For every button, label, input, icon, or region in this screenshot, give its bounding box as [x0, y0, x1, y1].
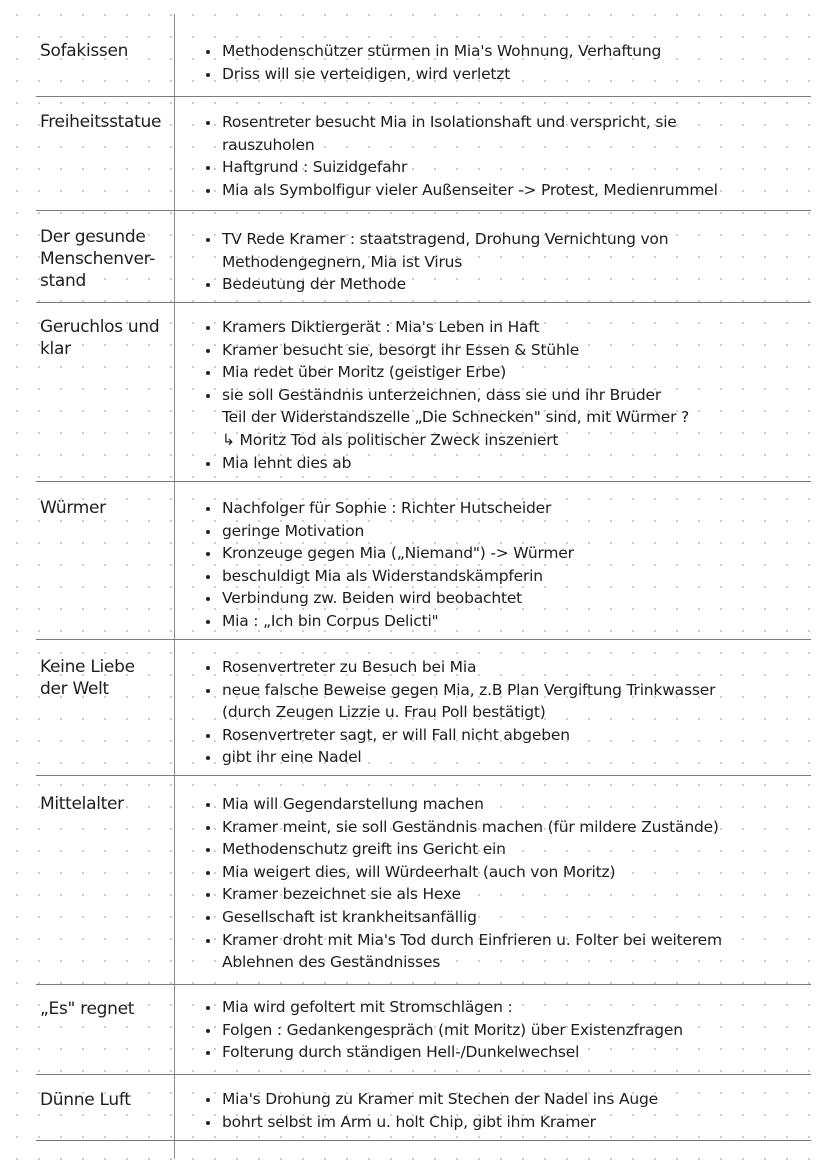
- section-title: Würmer: [40, 498, 106, 518]
- note-line: Mia wird gefoltert mit Stromschlägen :: [198, 996, 820, 1019]
- note-line: neue falsche Beweise gegen Mia, z.B Plan Vergiftung Trinkwasser: [198, 679, 820, 702]
- note-line: ↳ Moritz Tod als politischer Zweck inszeniert: [222, 430, 559, 449]
- note-line: Folgen : Gedankengespräch (mit Moritz) über Existenzfragen: [198, 1019, 820, 1042]
- section-divider: [36, 984, 811, 985]
- note-line: geringe Motivation: [198, 520, 820, 543]
- note-line: Rosenvertreter zu Besuch bei Mia: [198, 656, 820, 679]
- section-divider: [36, 210, 811, 211]
- note-line: rauszuholen: [222, 135, 315, 154]
- note-line: TV Rede Kramer : staatstragend, Drohung Vernichtung von: [198, 228, 820, 251]
- note-line: (durch Zeugen Lizzie u. Frau Poll bestätigt): [222, 703, 546, 722]
- section-notes: [198, 656, 820, 769]
- column-divider: [174, 14, 175, 1159]
- note-line: Mia weigert dies, will Würdeerhalt (auch von Moritz): [198, 861, 820, 884]
- note-line: Bedeutung der Methode: [198, 273, 820, 296]
- section-title: Geruchlos und klar: [40, 317, 160, 359]
- section-divider: [36, 775, 811, 776]
- note-line: Mia will Gegendarstellung machen: [198, 793, 820, 816]
- section-notes: [198, 497, 820, 633]
- section-divider: [36, 96, 811, 97]
- note-line: Rosentreter besucht Mia in Isolationshaft und verspricht, sie: [198, 111, 820, 134]
- note-line: Kramers Diktiergerät : Mia's Leben in Haft: [198, 316, 820, 339]
- section-title: Sofakissen: [40, 41, 129, 61]
- note-line: Verbindung zw. Beiden wird beobachtet: [198, 587, 820, 610]
- note-line: Mia lehnt dies ab: [198, 452, 820, 475]
- section-title: Dünne Luft: [40, 1090, 131, 1110]
- note-line: Gesellschaft ist krankheitsanfällig: [198, 906, 820, 929]
- note-line: Ablehnen des Geständnisses: [222, 953, 441, 972]
- note-line: Kramer bezeichnet sie als Hexe: [198, 883, 820, 906]
- note-line: Folterung durch ständigen Hell-/Dunkelwechsel: [198, 1041, 820, 1064]
- section-divider: [36, 481, 811, 482]
- note-line: bohrt selbst im Arm u. holt Chip, gibt ihm Kramer: [198, 1111, 820, 1134]
- note-line: gibt ihr eine Nadel: [198, 746, 820, 769]
- note-line: Methodenschützer stürmen in Mia's Wohnung, Verhaftung: [198, 40, 820, 63]
- section-title: „Es" regnet: [40, 999, 135, 1019]
- note-line: Kramer droht mit Mia's Tod durch Einfrieren u. Folter bei weiterem: [198, 929, 820, 952]
- section-notes: [198, 996, 820, 1064]
- section-title: Keine Liebe der Welt: [40, 657, 135, 699]
- section-divider: [36, 302, 811, 303]
- note-line: Kramer meint, sie soll Geständnis machen (für mildere Zustände): [198, 816, 820, 839]
- note-line: Kronzeuge gegen Mia („Niemand") -> Würmer: [198, 542, 820, 565]
- note-line: Nachfolger für Sophie : Richter Hutscheider: [198, 497, 820, 520]
- section-notes: [198, 793, 820, 974]
- note-line: beschuldigt Mia als Widerstandskämpferin: [198, 565, 820, 588]
- note-line: Mia : „Ich bin Corpus Delicti": [198, 610, 820, 633]
- section-title: Mittelalter: [40, 794, 124, 814]
- section-title: Freiheitsstatue: [40, 112, 162, 132]
- note-line: Methodengegnern, Mia ist Virus: [222, 252, 463, 271]
- note-line: Haftgrund : Suizidgefahr: [198, 156, 820, 179]
- section-divider: [36, 1074, 811, 1075]
- note-line: Driss will sie verteidigen, wird verletzt: [198, 63, 820, 86]
- note-line: sie soll Geständnis unterzeichnen, dass sie und ihr Bruder: [198, 384, 820, 407]
- section-notes: [198, 316, 820, 474]
- section-notes: [198, 40, 820, 85]
- section-title: Der gesunde Menschenver- stand: [40, 227, 156, 291]
- section-divider: [36, 639, 811, 640]
- note-line: Kramer besucht sie, besorgt ihr Essen & Stühle: [198, 339, 820, 362]
- section-divider: [36, 1140, 811, 1141]
- note-line: Rosenvertreter sagt, er will Fall nicht abgeben: [198, 724, 820, 747]
- section-notes: [198, 111, 820, 201]
- note-line: Methodenschutz greift ins Gericht ein: [198, 838, 820, 861]
- note-line: Mia redet über Moritz (geistiger Erbe): [198, 361, 820, 384]
- note-line: Mia als Symbolfigur vieler Außenseiter -> Protest, Medienrummel: [198, 179, 820, 202]
- note-line: Teil der Widerstandszelle „Die Schnecken" sind, mit Würmer ?: [222, 408, 690, 427]
- section-notes: [198, 228, 820, 296]
- note-line: Mia's Drohung zu Kramer mit Stechen der Nadel ins Auge: [198, 1088, 820, 1111]
- section-notes: [198, 1088, 820, 1133]
